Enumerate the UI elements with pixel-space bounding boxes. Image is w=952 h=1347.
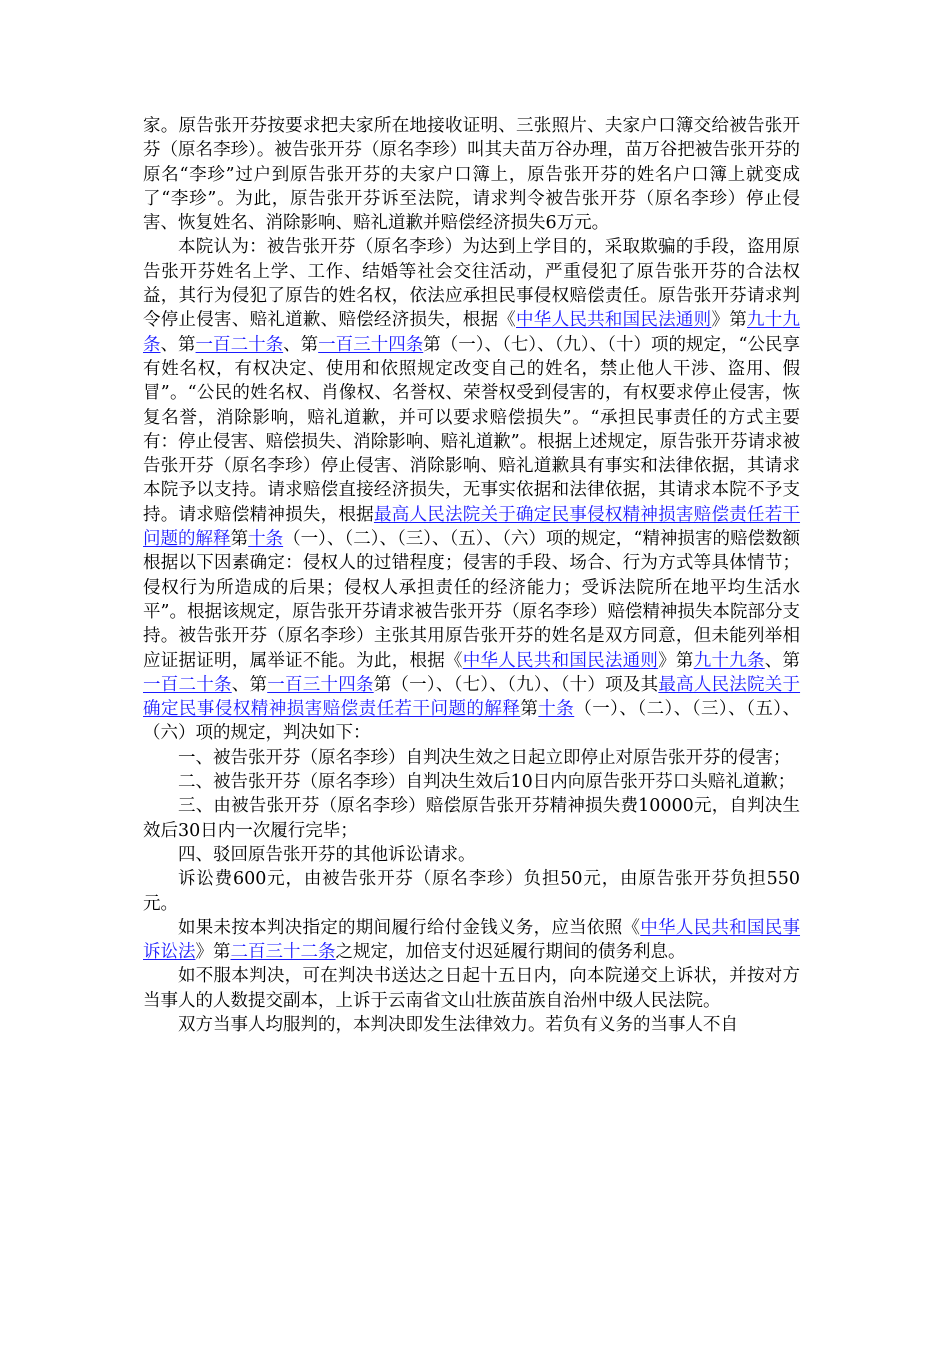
paragraph-text: （一）、（二）、（三）、（五）、（六）项的规定，判决如下：	[143, 699, 801, 744]
paragraph-text: 第	[520, 699, 539, 720]
paragraph-text: 、第	[764, 650, 801, 671]
paragraph-text: 第	[230, 529, 249, 550]
paragraph-text: 如果未按本判决指定的期间履行给付金钱义务，应当依照《	[178, 917, 641, 938]
paragraph-text: 之规定，加倍支付迟延履行期间的债务利息。	[335, 942, 686, 963]
paragraph-text: （一）、（二）、（三）、（五）、（六）项的规定，“精神损害的赔偿数额根据以下因素确定：侵权人的过错程度；侵害的手段、场合、行为方式等具体情节；侵权行为所造成的后果；侵权人承担责任的经济能力；受诉法院所在地平均生活水平”。根据该规定，原告张开芬请求被告张开芬（原名李珍）赔偿精神损失本院部分支持。被告张开芬（原名李珍）主张其用原告张开芬的姓名是双方同意，但未能列举相应证据证明，属举证不能。为此，根据《	[143, 529, 801, 671]
law-reference-link[interactable]: 九十九条	[693, 650, 765, 671]
paragraph-text: 如不服本判决，可在判决书送达之日起十五日内，向本院递交上诉状，并按对方当事人的人数提交副本，上诉于云南省文山壮族苗族自治州中级人民法院。	[143, 966, 800, 1011]
paragraph	[143, 916, 800, 965]
paragraph-text: 第（一）、（七）、（九）、（十）项的规定，“公民享有姓名权，有权决定、使用和依照规定改变自己的姓名，禁止他人干涉、盗用、假冒”。“公民的姓名权、肖像权、名誉权、荣誉权受到侵害的，有权要求停止侵害，恢复名誉，消除影响，赔礼道歉，并可以要求赔偿损失”。“承担民事责任的方式主要有：停止侵害、赔偿损失、消除影响、赔礼道歉”。根据上述规定，原告张开芬请求被告张开芬（原名李珍）停止侵害、消除影响、赔礼道歉具有事实和法律依据，其请求本院予以支持。请求赔偿直接经济损失，无事实依据和法律依据，其请求本院不予支持。请求赔偿精神损失，根据	[143, 334, 801, 525]
paragraph	[143, 746, 800, 770]
law-reference-link[interactable]: 一百二十条	[195, 334, 284, 355]
law-reference-link[interactable]: 二百三十二条	[230, 942, 336, 963]
paragraph	[143, 794, 800, 843]
paragraph-text: 四、驳回原告张开芬的其他诉讼请求。	[178, 844, 476, 865]
law-reference-link[interactable]: 一百二十条	[143, 674, 232, 695]
law-reference-link[interactable]: 中华人民共和国民事诉讼法	[143, 917, 801, 963]
paragraph-text: 本院认为：被告张开芬（原名李珍）为达到上学目的，采取欺骗的手段，盗用原告张开芬姓名上学、工作、结婚等社会交往活动，严重侵犯了原告张开芬的合法权益，其行为侵犯了原告的姓名权，依法应承担民事侵权赔偿责任。原告张开芬请求判令停止侵害、赔礼道歉、赔偿经济损失，根据《	[143, 237, 800, 331]
law-reference-link[interactable]: 最高人民法院关于确定民事侵权精神损害赔偿责任若干问题的解释	[143, 674, 801, 720]
paragraph-text: 、第	[231, 674, 268, 695]
paragraph	[143, 867, 800, 916]
paragraph-text: 》第	[195, 942, 231, 963]
law-reference-link[interactable]: 九十九条	[143, 310, 801, 355]
paragraph-text: 第（一）、（七）、（九）、（十）项及其	[373, 674, 659, 695]
paragraph-text: 二、被告张开芬（原名李珍）自判决生效后10日内向原告张开芬口头赔礼道歉；	[178, 772, 796, 793]
law-reference-link[interactable]: 一百三十四条	[267, 674, 374, 695]
law-reference-link[interactable]: 中华人民共和国民法通则	[516, 310, 712, 331]
law-reference-link[interactable]: 十条	[248, 529, 284, 550]
law-reference-link[interactable]: 中华人民共和国民法通则	[462, 650, 659, 671]
paragraph-text: 双方当事人均服判的，本判决即发生法律效力。若负有义务的当事人不自	[178, 1014, 738, 1035]
judgment-text-body	[143, 114, 800, 1037]
paragraph	[143, 964, 800, 1013]
paragraph-text: 、第	[283, 334, 319, 355]
paragraph-text: 家。原告张开芬按要求把夫家所在地接收证明、三张照片、夫家户口簿交给被告张开芬（原名李珍）。被告张开芬（原名李珍）叫其夫苗万谷办理，苗万谷把被告张开芬的原名“李珍”过户到原告张开芬的夫家户口簿上，原告张开芬的姓名户口簿上就变成了“李珍”。为此，原告张开芬诉至法院，请求判令被告张开芬（原名李珍）停止侵害、恢复姓名、消除影响、赔礼道歉并赔偿经济损失6万元。	[143, 116, 800, 234]
paragraph	[143, 843, 800, 867]
law-reference-link[interactable]: 一百三十四条	[318, 334, 424, 355]
paragraph-text: 诉讼费600元，由被告张开芬（原名李珍）负担50元，由原告张开芬负担550元。	[143, 869, 800, 914]
paragraph	[143, 114, 800, 235]
paragraph-text: 一、被告张开芬（原名李珍）自判决生效之日起立即停止对原告张开芬的侵害；	[178, 747, 791, 768]
law-reference-link[interactable]: 最高人民法院关于确定民事侵权精神损害赔偿责任若干问题的解释	[143, 504, 801, 550]
paragraph	[143, 235, 800, 745]
paragraph-text: 》第	[658, 650, 694, 671]
paragraph	[143, 770, 800, 794]
law-reference-link[interactable]: 十条	[538, 699, 575, 720]
paragraph-text: 三、由被告张开芬（原名李珍）赔偿原告张开芬精神损失费10000元，自判决生效后30日内一次履行完毕；	[143, 796, 800, 841]
paragraph-text: 、第	[160, 334, 196, 355]
paragraph-text: 》第	[711, 310, 747, 331]
paragraph	[143, 1013, 800, 1037]
